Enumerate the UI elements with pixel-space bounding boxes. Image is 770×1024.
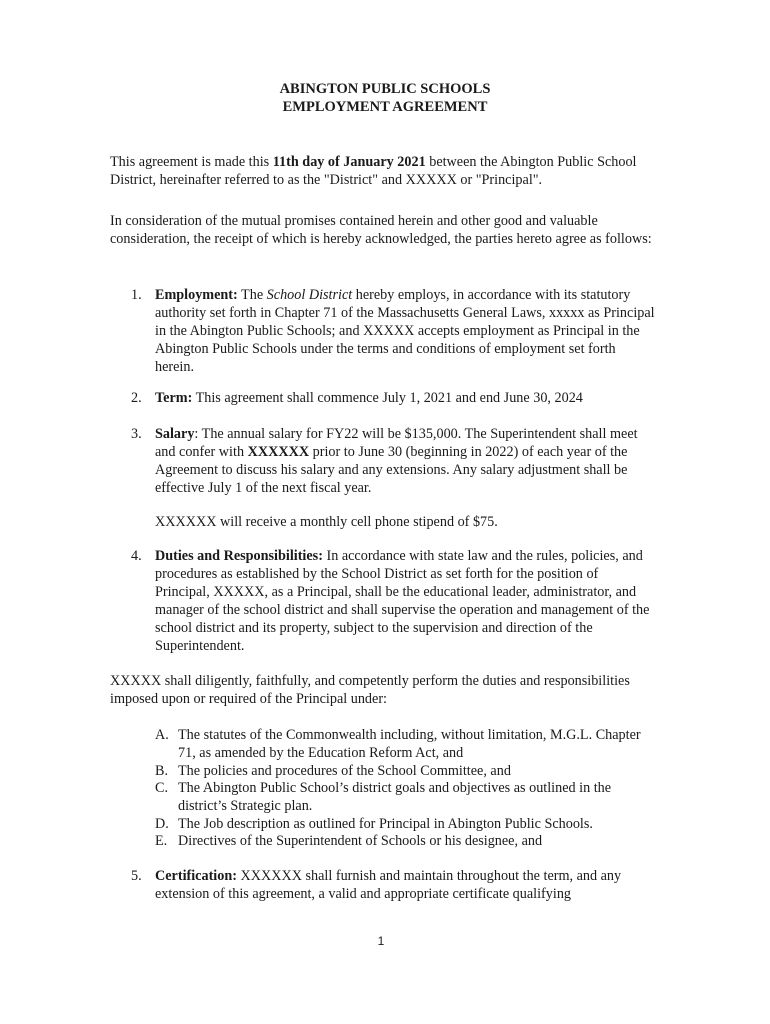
section-heading: Duties and Responsibilities: — [155, 548, 323, 564]
section-employment: 1. Employment: The School District hereby employs, in accordance with its statutory authority set forth in Chapter 71 of the Massachusetts General Laws, xxxxx as Principal in the Abington Public Schools; and XXXXX accepts employment as Principal in the Abington Public Schools under the terms and conditions of employment set forth herein. — [131, 287, 655, 375]
perform-paragraph: XXXXX shall diligently, faithfully, and competently perform the duties and responsibilities imposed upon or required of the Principal under: — [110, 673, 630, 707]
document-title — [0, 80, 770, 116]
section-number: 4. — [131, 548, 142, 564]
list-item: B. The policies and procedures of the School Committee, and — [155, 763, 511, 779]
section-heading: Employment: — [155, 287, 238, 303]
stipend-paragraph: XXXXXX will receive a monthly cell phone stipend of $75. — [155, 514, 498, 530]
list-item: E. Directives of the Superintendent of Schools or his designee, and — [155, 833, 543, 849]
section-duties: 4. Duties and Responsibilities: In accordance with state law and the rules, policies, and procedures as established by the School District as set forth for the position of Principal, XXXXX, as a Principal, shall be the educational leader, administrator, and manager of the school district and shall supervise the operation and management of the school district and its property, subject to the supervision and direction of the Superintendent. — [131, 548, 650, 654]
list-item: D. The Job description as outlined for Principal in Abington Public Schools. — [155, 816, 593, 832]
title-line-2: EMPLOYMENT AGREEMENT — [282, 99, 488, 115]
list-item: A. The statutes of the Commonwealth including, without limitation, M.G.L. Chapter 71, as amended by the Education Reform Act, and — [155, 727, 641, 761]
agreement-date: 11th day of January 2021 — [272, 154, 426, 170]
section-heading: Term: — [155, 390, 193, 406]
section-heading: Certification: — [155, 868, 237, 884]
section-salary: 3. Salary: The annual salary for FY22 will be $135,000. The Superintendent shall meet and confer with XXXXXX prior to June 30 (beginning in 2022) of each year of the Agreement to discuss his salary and any extensions. Any salary adjustment shall be effective July 1 of the next fiscal year. — [131, 426, 638, 496]
title-line-1: ABINGTON PUBLIC SCHOOLS — [279, 81, 491, 97]
section-heading: Salary — [155, 426, 195, 442]
page-number: 1 — [377, 934, 385, 948]
section-number: 5. — [131, 868, 142, 884]
intro-paragraph: This agreement is made this 11th day of January 2021 between the Abington Public School District, hereinafter referred to as the "District" and XXXXX or "Principal". — [110, 154, 637, 188]
list-item: C. The Abington Public School’s district goals and objectives as outlined in the district’s Strategic plan. — [155, 780, 612, 814]
section-number: 1. — [131, 287, 142, 303]
consideration-paragraph: In consideration of the mutual promises contained herein and other good and valuable consideration, the receipt of which is hereby acknowledged, the parties hereto agree as follows: — [110, 213, 652, 247]
section-term: 2. Term: This agreement shall commence July 1, 2021 and end June 30, 2024 — [131, 390, 583, 406]
section-certification: 5. Certification: XXXXXX shall furnish and maintain throughout the term, and any extension of this agreement, a valid and appropriate certificate qualifying — [131, 868, 622, 902]
section-number: 3. — [131, 426, 142, 442]
section-number: 2. — [131, 390, 142, 406]
redacted-name: XXXXXX — [247, 444, 310, 460]
